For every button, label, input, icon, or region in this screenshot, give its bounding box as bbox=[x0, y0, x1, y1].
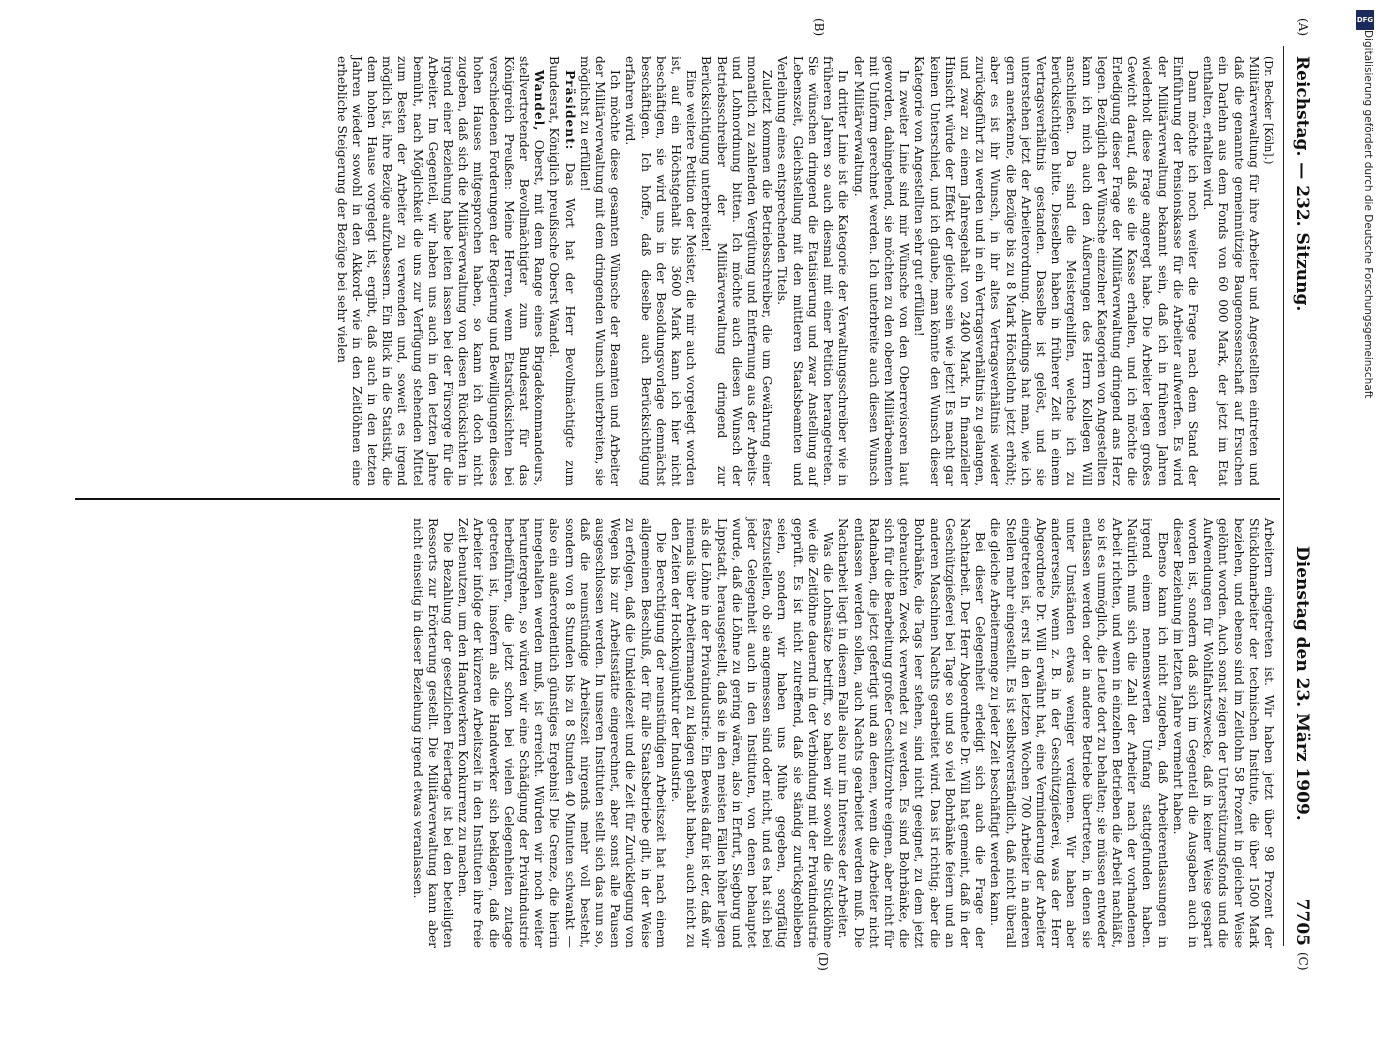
paragraph: Die Berechtigung der neunstündigen Arbeitszeit hat nach einem allgemeinen Beschluß, der für alle Staatsbetriebe gilt, in der Weise zu erfolgen, daß die Umkleidezeit und die Zeit für Zurücklegung von Wegen bis zur Arbeitsstätte eingerechnet, aber sonst alle Pausen ausgeschlossen werden. In unseren Instituten stellt sich das nun so, daß die neunstündige Arbeitszeit nirgends mehr voll besteht, sondern von 8 Stunden bis zu 8 Stunden 40 Minuten schwankt — also ein außerordentlich günstiges Ergebnis! Die Grenze, die hierin innegehalten werden muß, ist erreicht. Würden wir noch weiter heruntergehen, so würden wir eine Schädigung der Privatindustrie herbeiführen, die jetzt schon bei vielen Gelegenheiten zutage getreten ist, insofern als die Handwerker sich beklagen, daß die Arbeiter infolge der kürzeren Arbeitszeit in den Instituten ihre freie Zeit benutzen, um den Handwerkern Konkurrenz zu machen. bbox=[456, 518, 668, 948]
paragraph: In dritter Linie ist die Kategorie der Verwaltungsschreiber wie in früheren Jahren so auch diesmal mit einer Petition herangetreten. Sie wünschen dringend die Etatisierung und zwar Anstellung auf Lebenszeit, Gleichstellung mit den mittleren Staatsbeamten und Verleihung eines entsprechenden Titels. bbox=[775, 56, 851, 486]
paragraph: Was die Lohnsätze betrifft, so haben wir sowohl die Stücklöhne wie die Zeitlöhne dauernd in der Verbindung mit der Privatindustrie geprüft. Es ist nicht zutreffend, daß sie ständig zurückgeblieben seien, sondern wir haben uns Mühe gegeben, sorgfältig festzustellen, ob sie angemessen sind oder nicht, und es hat sich bei jeder Gelegenheit auch in den Instituten, von denen behauptet wurde, daß die Löhne zu gering wären, also in Erfurt, Siegburg und Lippstadt, herausgestellt, daß sie in den meisten Fällen höher liegen als die Löhne in der Privatindustrie. Ein Beweis dafür ist der, daß wir niemals über Arbeitermangel zu klagen gehabt haben, auch nicht zu den Zeiten der Hochkonjunktur der Industrie. bbox=[669, 518, 836, 948]
margin-marker-c: (C) bbox=[1296, 952, 1310, 971]
margin-marker-a: (A) bbox=[1296, 18, 1310, 37]
right-column bbox=[409, 518, 1276, 948]
president-paragraph bbox=[546, 56, 576, 486]
digitization-credit: Digitalisierung gefördert durch die Deutsche Forschungsgemeinschaft bbox=[1362, 30, 1374, 399]
paragraph: Dann möchte ich noch weiter die Frage nach dem Stand der Einführung der Pensionskasse für die Arbeiter aufwerfen. Es wird der Militärverwaltung bekannt sein, daß ich in früheren Jahren wiederholt diese Frage angeregt habe. Die Arbeiter legen großes Gewicht darauf, daß sie die Kasse erhalten, und ich möchte die Erledigung dieser Frage der Militärverwaltung dringend ans Herz legen. Bezüglich der Wünsche einzelner Kategorien von Angestellten kann ich mich auch den Äußerungen des Herrn Kollegen Will anschließen. Da sind die Meistergehilfen, welche ich zu berücksichtigen bitte. Dieselben haben in früherer Zeit in einem Vertragsverhältnis gestanden. Dasselbe ist gelöst, und sie unterstehen jetzt der Arbeiterordnung. Allerdings hat man, wie ich gern anerkenne, die Bezüge bis zu 8 Mark Höchstlohn jetzt erhöht; aber es ist ihr Wunsch, in ihr altes Vertragsverhältnis wieder zurückgeführt zu werden und in ein Vertragsverhältnis zu gelangen, und zwar zu einem Jahresgehalt von 2400 Mark. In finanzieller Hinsicht würde der Effekt der gleiche sein wie jetzt! Es macht gar keinen Unterschied, und ich glaube, man könnte den Wunsch dieser Kategorie von Angestellten sehr gut erfüllen! bbox=[912, 56, 1200, 486]
wandel-paragraph bbox=[333, 56, 546, 486]
margin-marker-d: (D) bbox=[816, 952, 830, 971]
paragraph: Arbeitern eingetreten ist. Wir haben jetzt über 98 Prozent der Stücklohnarbeiter der technischen Institute, die über 1500 Mark beziehen, und ebenso sind im Zeitlohn 58 Prozent in gleicher Weise gelöhnt worden. Auch sonst zeigen der Unterstützungsfonds und die Aufwendungen für Wohlfahrtszwecke, daß in keiner Weise gespart worden ist, sondern daß sich im Gegenteil die Ausgaben auch in dieser Beziehung im letzten Jahre vermehrt haben. bbox=[1170, 518, 1276, 948]
header-rule bbox=[1283, 46, 1284, 946]
header-page-number: 7705 bbox=[1292, 898, 1312, 946]
margin-marker-b: (B) bbox=[812, 18, 826, 37]
paragraph: Militärverwaltung für ihre Arbeiter und Angestellten eintreten und daß die genannte gemeinnützige Baugenossenschaft auf Ersuchen ein Darlehn aus dem Fonds von 60 000 Mark, der jetzt im Etat enthalten, erhalten wird. bbox=[1201, 56, 1261, 486]
rotated-page-content bbox=[66, 18, 1316, 971]
dfg-logo: DFG bbox=[1356, 10, 1374, 30]
header-session: Reichstag. — 232. Sitzung. bbox=[1292, 56, 1312, 312]
left-column bbox=[333, 56, 1276, 486]
paragraph: In zweiter Linie sind mir Wünsche von den Oberrevisoren laut geworden, dahingehend, sie möchten zu den oberen Militärbeamten mit Uniform gerechnet werden. Ich unterbreite auch diesen Wunsch der Militärverwaltung. bbox=[851, 56, 912, 486]
paragraph-text: Oberst, mit dem Range eines Brigadekommandeurs, stellvertretender Bevollmächtigter zum Bundesrat für das Königreich Preußen: Meine Herren, wenn Etatsrücksichten bei verschiedenen Forderungen der Regierung und Bewilligungen dieses hohen Hauses mitgesprochen haben, so kann ich doch nicht zugeben, daß sich die Militärverwaltung von diesen Rücksichten in irgend einer Beziehung habe leiten lassen bei der Fürsorge für die Arbeiter. Im Gegenteil, wir haben uns auch in den letzten Jahre bemüht, nach Möglichkeit die uns zur Verfügung stehenden Mittel zum Besten der Arbeiter zu verwenden und, soweit es irgend möglich ist, ihre Bezüge aufzubessern. Ein Blick in die Statistik, die dem hohen Hause vorgelegt ist, ergibt, daß auch in den letzten Jahren wieder sowohl in den Akkord- wie in den Zeitlöhnen eine erhebliche Steigerung der Bezüge bei sehr vielen bbox=[334, 56, 547, 486]
header-date: Dienstag den 23. März 1909. bbox=[1292, 546, 1312, 821]
scanned-page bbox=[66, 18, 1316, 1046]
speaker-name: Wandel, bbox=[532, 70, 547, 132]
paragraph: Die Bezahlung der gesetzlichen Feiertage ist bei den beteiligten Ressorts zur Erörterung gestellt. Die Militärverwaltung kann aber nicht einseitig in dieser Beziehung irgend etwas veranlassen. bbox=[410, 518, 456, 948]
column-divider bbox=[75, 498, 1280, 500]
paragraph: Eine weitere Petition der Meister, die mir auch vorgelegt worden ist, auf ein Höchstgehalt bis 3600 Mark kann ich hier nicht beschäftigen, sie wird uns in der Besoldungsvorlage demnächst beschäftigen. Ich hoffe, daß dieselbe auch Berücksichtigung erfahren wird. bbox=[623, 56, 699, 486]
paragraph: Zuletzt kommen die Betriebsschreiber, die um Gewährung einer monatlich zu zahlenden Vergütung und Entfernung aus der Arbeits- und Lohnordnung bitten. Ich möchte auch diesen Wunsch der Betriebsschreiber der Militärverwaltung dringend zur Berücksichtigung unterbreiten! bbox=[699, 56, 775, 486]
paragraph: Ich möchte diese gesamten Wünsche der Beamten und Arbeiter der Militärverwaltung mit dem dringenden Wunsch unterbreiten, sie möglichst zu erfüllen! bbox=[577, 56, 623, 486]
speaker-attribution: (Dr. Becker [Köln].) bbox=[1262, 56, 1275, 165]
speaker-name: Präsident: bbox=[562, 70, 577, 151]
digitization-footer bbox=[1352, 10, 1380, 990]
paragraph: Bei dieser Gelegenheit erledigt sich auch die Frage der Nachtarbeit. Der Herr Abgeordnete Dr. Will hat gemeint, daß in der Geschützgießerei bei Tage so und so viel Bohrbänke feiern und an anderen Maschinen Nachts gearbeitet wird. Das ist richtig; aber die Bohrbänke, die Tags leer stehen, sind nicht geeignet, zu dem jetzt gebrauchten Zweck verwendet zu werden. Es sind Bohrbänke, die sich für die Bearbeitung großer Geschützrohre eignen, aber nicht für Radnaben, die jetzt gefertigt und an denen, wenn die Arbeiter nicht entlassen werden sollen, auch Nachts gearbeitet werden muß. Die Nachtarbeit liegt in diesem Falle also nur im Interesse der Arbeiter. bbox=[836, 518, 988, 948]
paragraph-text: Das Wort hat der Herr Bevollmächtigte zum Bundesrat, Königlich preußische Oberst Wandel. bbox=[547, 56, 577, 486]
page-header bbox=[1282, 46, 1316, 946]
paragraph: Ebenso kann ich nicht zugeben, daß Arbeiterentlassungen in irgend einem nennenswerten Umfang stattgefunden haben. Natürlich muß sich die Zahl der Arbeiter nach der vorhandenen Arbeit richten, und wenn in einzelnen Betrieben die Arbeit nachläßt, so ist es unmöglich, die Leute dort zu behalten; sie müssen entweder entlassen werden oder in andere Betriebe übertreten, in denen sie unter Umständen etwas weniger verdienen. Wir haben aber andererseits, wenn z. B. in der Geschützgießerei, was der Herr Abgeordnete Dr. Will erwähnt hat, eine Verminderung der Arbeiter eingetreten ist, erst in den letzten Wochen 700 Arbeiter in anderen Stellen mehr eingestellt. Es ist selbstverständlich, daß nicht überall die gleiche Arbeitermenge zu jeder Zeit beschäftigt werden kann. bbox=[988, 518, 1170, 948]
